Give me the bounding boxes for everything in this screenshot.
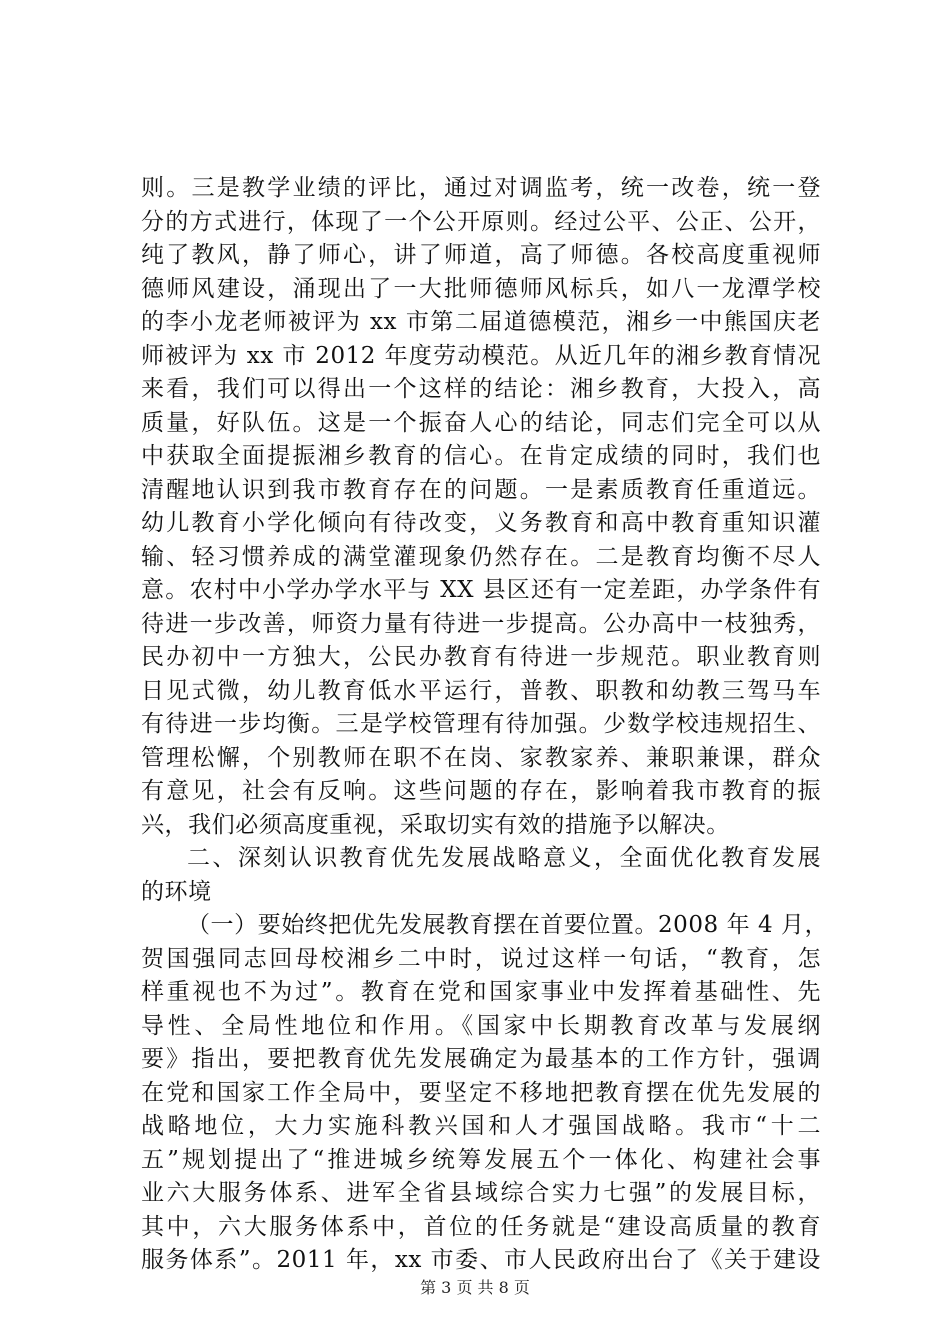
text-line: 导性、全局性地位和作用。《国家中长期教育改革与发展纲 (141, 1012, 821, 1039)
text-line: 分的方式进行，体现了一个公开原则。经过公平、公正、公开， (141, 208, 821, 235)
section-heading: 二、深刻认识教育优先发展战略意义，全面优化教育发展 (187, 845, 821, 871)
text-line: 纯了教风，静了师心，讲了师道，高了师德。各校高度重视师 (141, 242, 821, 268)
text-line: 要》指出，要把教育优先发展确定为最基本的工作方针，强调 (141, 1046, 821, 1072)
text-line: 服务体系”。2011 年，xx 市委、市人民政府出台了《关于建设 (141, 1247, 821, 1273)
text-line: 民办初中一方独大，公民办教育有待进一步规范。职业教育则 (141, 644, 821, 670)
text-line: 其中，六大服务体系中，首位的任务就是“建设高质量的教育 (141, 1213, 821, 1240)
text-line: 业六大服务体系、进军全省县域综合实力七强”的发展目标， (141, 1180, 821, 1206)
text-line: 管理松懈，个别教师在职不在岗、家教家养、兼职兼课，群众 (141, 744, 821, 771)
text-line: 在党和国家工作全局中，要坚定不移地把教育摆在优先发展的 (141, 1079, 821, 1106)
text-line: 来看，我们可以得出一个这样的结论：湘乡教育，大投入，高 (141, 376, 821, 402)
text-line: 贺国强同志回母校湘乡二中时，说过这样一句话，“教育，怎 (141, 945, 821, 972)
text-line: 清醒地认识到我市教育存在的问题。一是素质教育任重道远。 (141, 476, 821, 503)
text-line: 师被评为 xx 市 2012 年度劳动模范。从近几年的湘乡教育情况 (141, 342, 821, 369)
text-line: 意。农村中小学办学水平与 XX 县区还有一定差距，办学条件有 (141, 577, 821, 603)
text-line: 五”规划提出了“推进城乡统筹发展五个一体化、构建社会事 (141, 1146, 821, 1173)
page-number: 第 3 页 共 8 页 (420, 1278, 530, 1297)
page-footer (0, 1278, 950, 1298)
text-line: 待进一步改善，师资力量有待进一步提高。公办高中一枝独秀， (141, 610, 821, 637)
text-line: 则。三是教学业绩的评比，通过对调监考，统一改卷，统一登 (141, 175, 821, 201)
text-line: 德师风建设，涌现出了一大批师德师风标兵，如八一龙潭学校 (141, 275, 821, 302)
section-heading-cont: 的环境 (141, 878, 212, 905)
subsection-heading: （一）要始终把优先发展教育摆在首要位置。2008 年 4 月， (187, 912, 829, 938)
text-line: 输、轻习惯养成的满堂灌现象仍然存在。二是教育均衡不尽人 (141, 543, 821, 570)
text-line: 样重视也不为过”。教育在党和国家事业中发挥着基础性、先 (141, 979, 821, 1005)
text-line: 战略地位，大力实施科教兴国和人才强国战略。我市“十二 (141, 1113, 821, 1139)
text-line: 中获取全面提振湘乡教育的信心。在肯定成绩的同时，我们也 (141, 443, 821, 469)
text-line: 日见式微，幼儿教育低水平运行，普教、职教和幼教三驾马车 (141, 677, 821, 704)
text-line: 的李小龙老师被评为 xx 市第二届道德模范，湘乡一中熊国庆老 (141, 309, 821, 335)
text-line: 有待进一步均衡。三是学校管理有待加强。少数学校违规招生、 (141, 711, 821, 737)
body-text (141, 172, 829, 1278)
text-line: 兴，我们必须高度重视，采取切实有效的措施予以解决。 (141, 811, 730, 838)
text-line: 幼儿教育小学化倾向有待改变，义务教育和高中教育重知识灌 (141, 510, 821, 536)
text-line: 有意见，社会有反响。这些问题的存在，影响着我市教育的振 (141, 778, 821, 804)
text-line: 质量，好队伍。这是一个振奋人心的结论，同志们完全可以从 (141, 409, 821, 436)
